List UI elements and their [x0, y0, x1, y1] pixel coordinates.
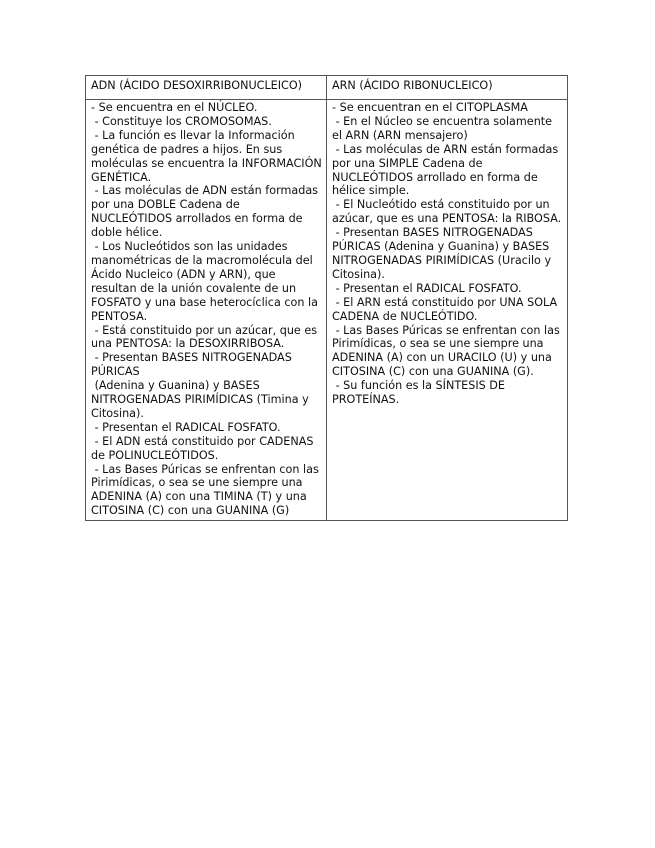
- arn-line: - Su función es la SÍNTESIS DE PROTEÍNAS.: [332, 379, 509, 407]
- arn-line: - Presentan BASES NITROGENADAS PÚRICAS (Adenina y Guanina) y BASES NITROGENADAS PIRIMÍDICAS (Uracilo y Citosina).: [332, 226, 555, 281]
- adn-line: - El ADN está constituido por CADENAS de POLINUCLEÓTIDOS.: [91, 434, 318, 462]
- arn-line: - Las moléculas de ARN están formadas por una SIMPLE Cadena de NUCLEÓTIDOS arrollado en forma de hélice simple.: [332, 142, 562, 198]
- adn-cell: [86, 100, 327, 521]
- arn-line: - Las Bases Púricas se enfrentan con las Pirimídicas, o sea se une siempre una ADENINA (A) con un URACILO (U) y una CITOSINA (C) con una GUANINA (G).: [332, 323, 564, 379]
- adn-line: - La función es llevar la Información genética de padres a hijos. En sus moléculas se encuentra la INFORMACIÓN GENÉTICA.: [91, 128, 326, 184]
- adn-line: - Presentan el RADICAL FOSFATO.: [91, 420, 281, 434]
- arn-line: - Se encuentran en el CITOPLASMA: [332, 101, 528, 114]
- adn-line: - Las moléculas de ADN están formadas por una DOBLE Cadena de NUCLEÓTIDOS arrollados en forma de doble hélice.: [91, 184, 322, 240]
- header-row: [86, 76, 568, 100]
- adn-line: - Se encuentra en el NÚCLEO.: [91, 101, 258, 114]
- content-row: [86, 100, 568, 521]
- arn-cell: [327, 100, 568, 521]
- arn-line: - Presentan el RADICAL FOSFATO.: [332, 281, 522, 295]
- adn-line: - Los Nucleótidos son las unidades manométricas de la macromolécula del Ácido Nucleico (ADN y ARN), que resultan de la unión covalente de un FOSFATO y una base heterocíclica con la PENTOSA.: [91, 240, 322, 323]
- adn-line: (Adenina y Guanina) y BASES NITROGENADAS PIRIMÍDICAS (Timina y Citosina).: [91, 379, 313, 420]
- adn-line: - Constituye los CROMOSOMAS.: [91, 114, 272, 128]
- arn-line: - El Nucleótido está constituido por un azúcar, que es una PENTOSA: la RIBOSA.: [332, 198, 562, 226]
- arn-line: - En el Núcleo se encuentra solamente el ARN (ARN mensajero): [332, 114, 556, 142]
- adn-line: - Está constituido por un azúcar, que es una PENTOSA: la DESOXIRRIBOSA.: [91, 323, 321, 351]
- adn-line: - Presentan BASES NITROGENADAS PÚRICAS: [91, 351, 296, 379]
- header-arn: ARN (ÁCIDO RIBONUCLEICO): [327, 76, 568, 100]
- adn-line: - Las Bases Púricas se enfrentan con las Pirimídicas, o sea se une siempre una ADENINA (A) con una TIMINA (T) y una CITOSINA (C) con una GUANINA (G): [91, 462, 323, 518]
- comparison-table: [85, 75, 568, 521]
- arn-line: - El ARN está constituido por UNA SOLA CADENA de NUCLEÓTIDO.: [332, 295, 561, 323]
- header-adn: ADN (ÁCIDO DESOXIRRIBONUCLEICO): [86, 76, 327, 100]
